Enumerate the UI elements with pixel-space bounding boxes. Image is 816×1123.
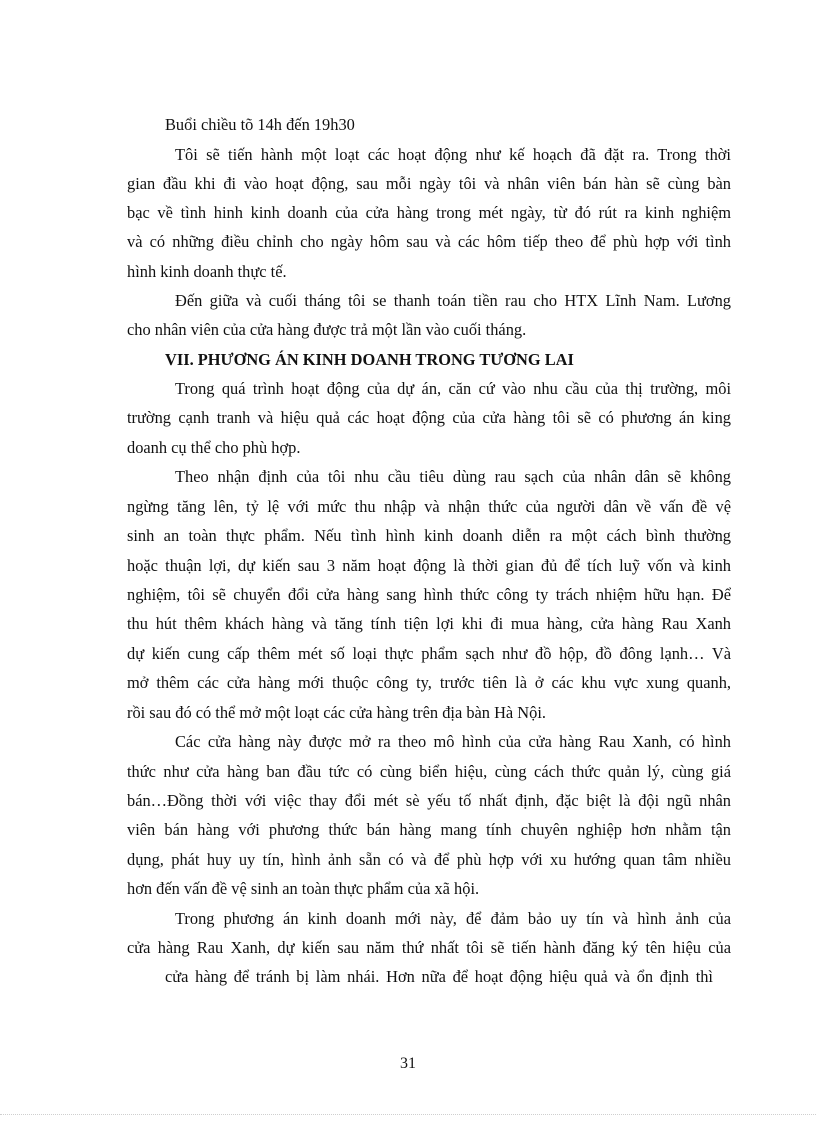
text-line: dự kiến cung cấp thêm mét số loại thực phẩm sạch như đồ hộp, đồ đông lạnh… Và bbox=[127, 644, 731, 663]
text-line: Trong quá trình hoạt động của dự án, căn cứ vào nhu cầu của thị trường, môi bbox=[175, 379, 731, 398]
text-line: thu hút thêm khách hàng và tăng tính tiện lợi khi đi mua hàng, cửa hàng Rau Xanh bbox=[127, 614, 731, 633]
text-line: bán…Đồng thời với việc thay đổi mét sè yếu tố nhất định, đặc biệt là đội ngũ nhân bbox=[127, 791, 731, 810]
text-line: nghiệm, tôi sẽ chuyển đổi cửa hàng sang hình thức công ty trách nhiệm hữu hạn. Để bbox=[127, 585, 731, 604]
text-line: Trong phương án kinh doanh mới này, để đảm bảo uy tín và hình ảnh của bbox=[175, 909, 731, 928]
text-line: dụng, phát huy uy tín, hình ảnh sẵn có và để phù hợp với xu hướng quan tâm nhiều bbox=[127, 850, 731, 869]
text-line: viên bán hàng với phương thức bán hàng mang tính chuyên nghiệp hơn nhằm tận bbox=[127, 820, 731, 839]
text-line: trường cạnh tranh và hiệu quả các hoạt động của cửa hàng tôi sẽ có phương án king bbox=[127, 408, 731, 427]
text-line: doanh cụ thể cho phù hợp. bbox=[127, 438, 301, 457]
text-line: Buổi chiều tõ 14h đến 19h30 bbox=[165, 115, 355, 134]
text-line: sinh an toàn thực phẩm. Nếu tình hình kinh doanh diễn ra một cách bình thường bbox=[127, 526, 731, 545]
text-line: và có những điều chỉnh cho ngày hôm sau và các hôm tiếp theo để phù hợp với tình bbox=[127, 232, 731, 251]
text-line: hoặc thuận lợi, dự kiến sau 3 năm hoạt động là thời gian đủ để tích luỹ vốn và kinh bbox=[127, 556, 731, 575]
text-line: cửa hàng Rau Xanh, dự kiến sau năm thứ nhất tôi sẽ tiến hành đăng ký tên hiệu của bbox=[127, 938, 731, 957]
text-line: cho nhân viên của cửa hàng được trả một lần vào cuối tháng. bbox=[127, 320, 527, 339]
text-line: bạc về tình hinh kinh doanh của cửa hàng trong mét ngày, từ đó rút ra kinh nghiệm bbox=[127, 203, 731, 222]
text-line: thức như cửa hàng ban đầu tức có cùng biển hiệu, cùng cách thức quản lý, cùng giá bbox=[127, 762, 731, 781]
section-heading: VII. PHƯƠNG ÁN KINH DOANH TRONG TƯƠNG LAI bbox=[165, 350, 574, 369]
text-line: Tôi sẽ tiến hành một loạt các hoạt động như kế hoạch đã đặt ra. Trong thời bbox=[175, 145, 731, 164]
text-line: mở thêm các cửa hàng mới thuộc công ty, trước tiên là ở các khu vực xung quanh, bbox=[127, 673, 731, 692]
page-number: 31 bbox=[400, 1055, 416, 1072]
text-line: rồi sau đó có thể mở một loạt các cửa hàng trên địa bàn Hà Nội. bbox=[127, 703, 546, 722]
text-line: Đến giữa và cuối tháng tôi se thanh toán tiền rau cho HTX Lĩnh Nam. Lương bbox=[175, 291, 731, 310]
page-bottom-rule bbox=[0, 1114, 816, 1115]
text-line: hình kinh doanh thực tế. bbox=[127, 262, 287, 281]
text-line: Các cửa hàng này được mở ra theo mô hình của cửa hàng Rau Xanh, có hình bbox=[175, 732, 731, 751]
text-line: Theo nhận định của tôi nhu cầu tiêu dùng rau sạch của nhân dân sẽ không bbox=[175, 467, 731, 486]
text-line: cửa hàng để tránh bị làm nhái. Hơn nữa để hoạt động hiệu quả và ổn định thì bbox=[165, 967, 713, 986]
text-line: hơn đến vấn đề vệ sinh an toàn thực phẩm của xã hội. bbox=[127, 879, 480, 898]
text-line: gian đầu khi đi vào hoạt động, sau mỗi ngày tôi và nhân viên bán hàn sẽ cùng bàn bbox=[127, 174, 731, 193]
text-line: ngừng tăng lên, tỷ lệ với mức thu nhập và nhận thức của người dân về vấn đề vệ bbox=[127, 497, 731, 516]
